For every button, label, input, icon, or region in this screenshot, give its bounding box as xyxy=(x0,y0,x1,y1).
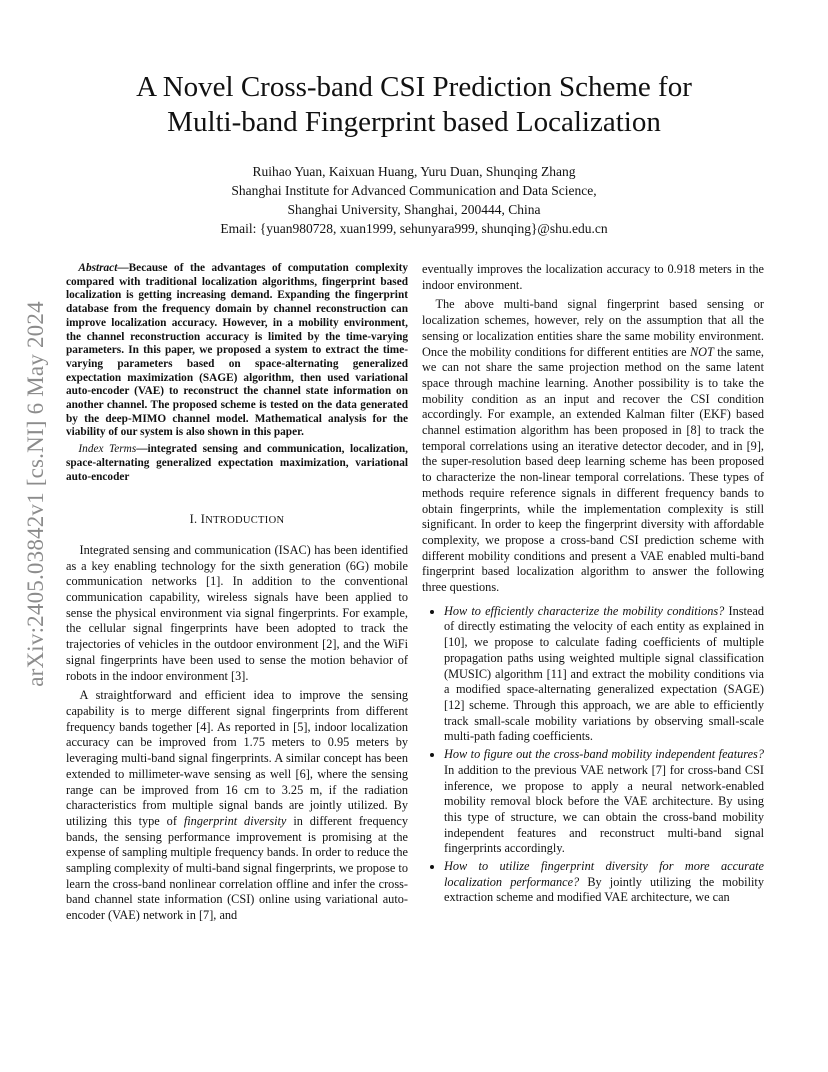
left-column xyxy=(66,262,408,924)
author-email: Email: {yuan980728, xuan1999, sehunyara999, shunqing}@shu.edu.cn xyxy=(220,221,608,236)
list-item xyxy=(444,859,764,906)
citation-link[interactable]: [9] xyxy=(746,438,761,453)
citation-link[interactable]: [10] xyxy=(444,635,465,650)
text-run: , we propose to calculate fading coefficients of multiple propagation paths using weighted multiple signal classification (MUSIC) algorithm xyxy=(444,635,764,681)
arxiv-sidebar xyxy=(8,292,64,696)
affiliation-line-1: Shanghai Institute for Advanced Communication and Data Science, xyxy=(231,183,597,198)
right-column xyxy=(422,262,764,908)
text-run: By jointly utilizing the mobility extraction scheme and modified VAE architecture, we can xyxy=(444,874,764,905)
text-run: A straightforward and efficient idea to improve the sensing capability is to merge different signal fingerprints from different frequency bands together xyxy=(66,688,408,734)
arxiv-identifier: arXiv:2405.03842v1 [cs.NI] 6 May 2024 xyxy=(23,301,48,687)
index-terms-text: —integrated sensing and communication, localization, space-alternating generalized expectation maximization, variational auto-encoder xyxy=(66,443,408,483)
text-run: scheme. Through this approach, we are able to efficiently track small-scale mobility variations by observing small-scale multi-path fading coefficients. xyxy=(444,697,764,744)
citation-link[interactable]: [2] xyxy=(322,637,337,652)
section-heading-introduction xyxy=(66,512,408,529)
citation-link[interactable]: [12] xyxy=(444,697,465,712)
emphasis: NOT xyxy=(689,344,714,359)
question-text: How to efficiently characterize the mobility conditions? xyxy=(444,603,725,618)
text-run: . In addition to the conventional communication capability, wireless signals have been applied to sense the physical environment via signal fingerprints. For example, the cellular signal fingerprints have been adopted to track the trajectories of vehicles in the outdoor environment xyxy=(66,574,408,652)
title-line-1: A Novel Cross-band CSI Prediction Scheme for xyxy=(136,71,692,103)
text-run: in different frequency bands, the sensing performance improvement is promising at the expense of sampling multiple frequency bands. In order to reduce the sampling complexity of multi-band signal fingerprints, we propose to learn the cross-band nonlinear correlation offline and infer the cross-band channel state information (CSI) online using variational auto-encoder (VAE) network in xyxy=(66,813,408,923)
intro-paragraph-continued: eventually improves the localization accuracy to 0.918 meters in the indoor environment. xyxy=(422,262,764,292)
text-run: In addition to the previous VAE network xyxy=(444,762,652,777)
text-run: Integrated sensing and communication (ISAC) has been identified as a key enabling technology for the sixth generation (6G) mobile communication networks xyxy=(66,542,408,589)
paper-title xyxy=(70,70,758,140)
author-block xyxy=(70,162,758,238)
text-run: Instead of directly estimating the velocity of each entity as explained in xyxy=(444,603,764,634)
intro-paragraph-2 xyxy=(66,688,408,924)
question-text: How to figure out the cross-band mobility independent features? xyxy=(444,747,764,762)
abstract-label: Abstract xyxy=(78,262,118,274)
text-run: , where the sensing range can be improved from 16 cm to 3.25 m, if the radiation characteristics from multiple signal bands are jointly utilized. By utilizing this type of xyxy=(66,766,408,828)
text-run: . As reported in xyxy=(210,719,294,734)
index-terms-label: Index Terms xyxy=(78,443,137,456)
question-list xyxy=(422,604,764,906)
section-title-first: I xyxy=(200,512,206,527)
text-run: , indoor localization accuracy can be improved from 1.75 meters to 0.95 meters by leveraging multi-band signal fingerprints. A similar concept has been extended to millimeter-wave sensing as well xyxy=(66,719,408,781)
index-terms xyxy=(66,443,408,484)
list-item xyxy=(444,604,764,745)
list-item xyxy=(444,747,764,857)
citation-link[interactable]: [7] xyxy=(651,762,666,777)
citation-link[interactable]: [5] xyxy=(293,719,308,734)
question-text: How to utilize fingerprint diversity for more accurate localization performance? xyxy=(444,859,764,889)
text-run: the same, we can not share the same projection method on the same latent space through machine learning. Another possibility is to take the mobility condition as an input and recover the CSI condition accordingly. For example, an extended Kalman filter (EKF) based channel estimation algorithm has been proposed in xyxy=(422,344,764,438)
text-run: . xyxy=(245,668,249,683)
citation-link[interactable]: [11] xyxy=(546,666,567,681)
text-run: for cross-band CSI inference, we propose to apply a neural network-enabled mobility removal block before the VAE architecture. By using this type of structure, we can obtain the cross-band mobility independent features and reconstruct multi-band signal fingerprints accordingly. xyxy=(444,762,764,856)
citation-link[interactable]: [1] xyxy=(205,574,221,589)
author-names: Ruihao Yuan, Kaixuan Huang, Yuru Duan, Shunqing Zhang xyxy=(252,164,576,179)
text-run: to track the temporal correlations using an iterative detector decoder, and in xyxy=(422,423,765,453)
text-run: and extract the mobility conditions via a modified space-alternating generalized expectation (SAGE) xyxy=(444,666,764,697)
text-run: , the super-resolution based deep learning scheme has been proposed to characterize the non-linear temporal correlations. These types of methods require reference signals in different frequency bands to obtain fingerprints, while the implementation complexity is still significant. In order to keep the fingerprint diversity with affordable complexity, we propose a cross-band CSI prediction scheme with different mobility conditions and present a VAE enabled multi-band fingerprint based localization algorithm to answer the following three questions. xyxy=(422,438,764,595)
text-run: , and xyxy=(213,908,238,923)
citation-link[interactable]: [3] xyxy=(230,668,246,683)
emphasis: fingerprint diversity xyxy=(183,813,287,828)
title-line-2: Multi-band Fingerprint based Localization xyxy=(167,106,661,138)
abstract-text: —Because of the advantages of computation complexity compared with traditional localization algorithms, fingerprint based localization is getting increasing demand. Expanding the fingerprint database from the frequency domain by channel reconstruction can improve localization accuracy. However, in a mobility environment, the channel reconstruction accuracy is limited by the time-varying parameters. In this paper, we proposed a system to extract the time-varying parameters based on space-alternating generalized expectation maximization (SAGE) algorithm, then used variational auto-encoder (VAE) to reconstruct the channel state information on another channel. The proposed scheme is tested on the data generated by the deep-MIMO channel model. Mathematical analysis for the viability of our system is also shown in this paper. xyxy=(66,262,408,439)
text-run: , and the WiFi signal fingerprints have been used to sense the motion behavior of robots in the indoor environment xyxy=(66,637,408,683)
section-numeral: I. xyxy=(189,512,198,527)
citation-link[interactable]: [4] xyxy=(196,719,211,734)
intro-paragraph-1 xyxy=(66,543,408,684)
abstract xyxy=(66,262,408,440)
section-title-rest: NTRODUCTION xyxy=(205,515,285,527)
affiliation-line-2: Shanghai University, Shanghai, 200444, China xyxy=(287,202,541,217)
citation-link[interactable]: [7] xyxy=(198,908,214,923)
text-run: The above multi-band signal fingerprint based sensing or localization schemes, however, rely on the assumption that all the sensing or localization entities share the same mobility environment. Once the mobility conditions for different entities are xyxy=(422,297,764,359)
citation-link[interactable]: [8] xyxy=(686,423,701,438)
citation-link[interactable]: [6] xyxy=(295,766,310,781)
intro-paragraph-3 xyxy=(422,297,764,595)
